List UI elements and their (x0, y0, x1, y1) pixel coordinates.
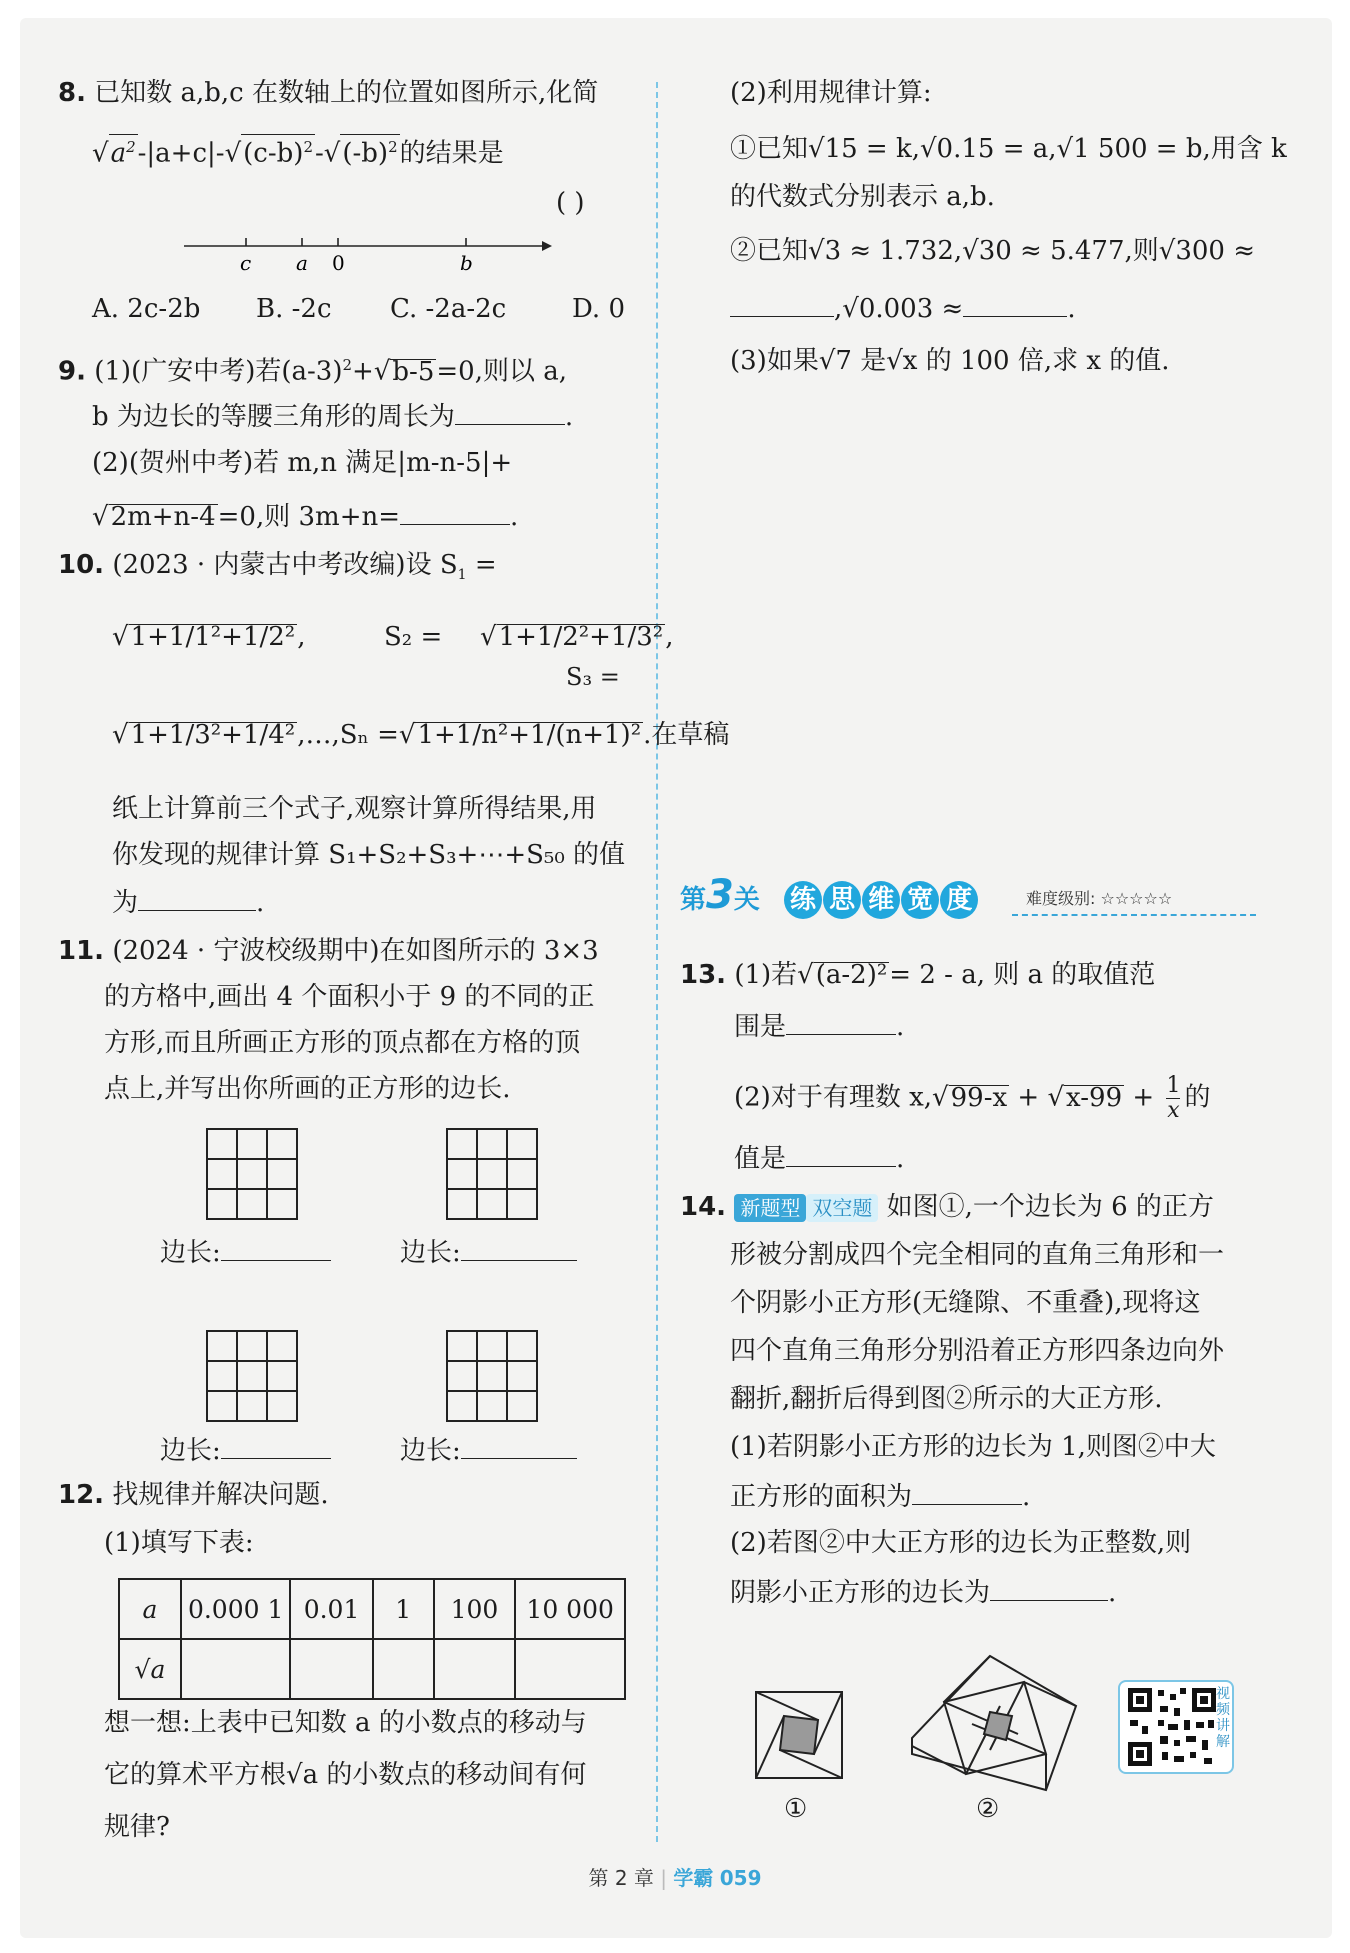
q14-blank-2[interactable] (990, 1574, 1108, 1601)
q14-line4: 四个直角三角形分别沿着正方形四条边向外 (730, 1336, 1225, 1366)
table-row (119, 1579, 625, 1639)
q12-part2: (2)利用规律计算: (730, 78, 932, 108)
table-cell: a (119, 1579, 181, 1639)
q8-choice-c: C. -2a-2c (390, 294, 507, 324)
q12-part3: (3)如果√7 是√x 的 100 倍,求 x 的值. (730, 346, 1170, 376)
q13-line4: 值是 . (734, 1140, 904, 1176)
q12-think-3: 规律? (104, 1812, 170, 1842)
footer-brand: 学霸 (673, 1866, 714, 1890)
q12-think-2: 它的算术平方根√a 的小数点的移动间有何 (104, 1760, 587, 1790)
axis-label-b: b (460, 251, 473, 275)
q8-line1 (58, 76, 598, 110)
q13-line2: 围是 . (734, 1008, 904, 1044)
q10-line5: 你发现的规律计算 S₁+S₂+S₃+⋯+S₅₀ 的值 (112, 840, 626, 870)
q11-side-blank-2[interactable] (461, 1234, 577, 1261)
q8-number: 8. (58, 78, 86, 108)
q14-line3: 个阴影小正方形(无缝隙、不重叠),现将这 (730, 1288, 1201, 1318)
q12-line1: 12. 找规律并解决问题. (58, 1480, 329, 1510)
axis-label-c: c (240, 251, 252, 275)
q12-part2-c2b: ,√0.003 ≈ . (730, 290, 1076, 326)
table-cell: 0.000 1 (181, 1579, 290, 1639)
q9-blank-2[interactable] (400, 498, 510, 525)
q10-blank[interactable] (138, 884, 256, 911)
qr-video-label: 视频讲解 (1216, 1686, 1230, 1750)
q9-line1: 9. (1)(广安中考)若$(a-3)^2+√b-5=0$,则以 a, (58, 356, 567, 387)
q8-choice-b: B. -2c (256, 294, 332, 324)
q11-line2: 的方格中,画出 4 个面积小于 9 的不同的正 (104, 982, 595, 1012)
q11-side-label-1: 边长: (160, 1234, 331, 1270)
stage-pill: 练 (784, 881, 822, 919)
q11-grid-1[interactable] (206, 1128, 300, 1222)
q11-line3: 方形,而且所画正方形的顶点都在方格的顶 (104, 1028, 581, 1058)
q10-s2-expr: √1+1/2²+1/3², (480, 622, 674, 652)
table-cell: 1 (373, 1579, 434, 1639)
q14-part2b: 阴影小正方形的边长为 . (730, 1574, 1116, 1610)
q9-line3: (2)(贺州中考)若 m,n 满足|m-n-5|+ (92, 448, 513, 478)
q11-side-label-3: 边长: (160, 1432, 331, 1468)
stage-pill: 宽 (901, 881, 939, 919)
table-cell: 0.01 (290, 1579, 372, 1639)
q14-line1: 14. 新题型 双空题 如图①,一个边长为 6 的正方 (680, 1192, 1214, 1222)
double-blank-badge: 双空题 (806, 1194, 878, 1222)
q14-blank-1[interactable] (912, 1478, 1022, 1505)
q14-figure-1 (752, 1688, 848, 1784)
q8-text: 已知数 a,b,c 在数轴上的位置如图所示,化简 (94, 78, 599, 108)
q11-side-label-4: 边长: (400, 1432, 577, 1468)
q11-line1: 11. (2024 · 宁波校级期中)在如图所示的 3×3 (58, 936, 599, 966)
q13-blank-1[interactable] (786, 1008, 896, 1035)
stage-pill: 度 (940, 881, 978, 919)
table-row (119, 1639, 625, 1699)
q10-s3-expr: √1+1/3²+1/4²,…,Sₙ =√1+1/n²+1/(n+1)².在草稿 (112, 720, 730, 750)
table-cell: 100 (434, 1579, 516, 1639)
q14-figure-2 (908, 1654, 1078, 1794)
stage-pill: 维 (862, 881, 900, 919)
q13-blank-2[interactable] (786, 1140, 896, 1167)
q14-part2a: (2)若图②中大正方形的边长为正整数,则 (730, 1528, 1192, 1558)
q8-choice-a: A. 2c-2b (92, 294, 201, 324)
q14-line2: 形被分割成四个完全相同的直角三角形和一 (730, 1240, 1225, 1270)
q10-s1-expr: √1+1/1²+1/2², (112, 622, 306, 652)
q9-blank-1[interactable] (455, 398, 565, 425)
q9-line4: √2m+n-4=0,则 3m+n= . (92, 498, 518, 534)
q10-line4: 纸上计算前三个式子,观察计算所得结果,用 (112, 794, 597, 824)
q12-part2-c1: ①已知√15 = k,√0.15 = a,√1 500 = b,用含 k (730, 134, 1287, 164)
q8-expression: $√a^2-|a+c|-√(c-b)^2-√(-b)^2$的结果是 (92, 134, 504, 171)
page-footer: 第 2 章 | 学霸 059 (588, 1866, 762, 1890)
table-cell: 10 000 (515, 1579, 625, 1639)
q11-side-label-2: 边长: (400, 1234, 577, 1270)
stage-dash-line (1012, 914, 1256, 916)
q14-part1b: 正方形的面积为 . (730, 1478, 1030, 1514)
q12-part1: (1)填写下表: (104, 1528, 254, 1558)
q14-part1a: (1)若阴影小正方形的边长为 1,则图②中大 (730, 1432, 1216, 1462)
axis-label-a: a (296, 251, 308, 275)
table-cell-blank[interactable] (434, 1639, 516, 1699)
q11-side-blank-1[interactable] (221, 1234, 331, 1261)
q11-side-blank-4[interactable] (461, 1432, 577, 1459)
q8-number-line (180, 230, 560, 276)
q10-s3-label: S₃ = (566, 663, 620, 691)
q12-blank-sqrt300[interactable] (730, 290, 834, 317)
q11-grid-3[interactable] (206, 1330, 300, 1424)
q12-blank-sqrt0003[interactable] (963, 290, 1067, 317)
new-type-badge: 新题型 (734, 1194, 806, 1222)
q12-table (118, 1578, 626, 1700)
q13-line1: 13. (1)若√(a-2)²= 2 - a, 则 a 的取值范 (680, 960, 1156, 990)
column-divider (656, 82, 658, 1842)
q10-line1: 10. (2023 · 内蒙古中考改编)设 $S_1$ = (58, 550, 497, 584)
q12-part2-c2: ②已知√3 ≈ 1.732,√30 ≈ 5.477,则√300 ≈ (730, 236, 1256, 266)
footer-page-number: 059 (719, 1866, 762, 1890)
table-cell: √a (119, 1639, 181, 1699)
footer-chapter: 第 2 章 (588, 1866, 654, 1890)
table-cell-blank[interactable] (290, 1639, 372, 1699)
q14-figure-1-label: ① (784, 1794, 808, 1824)
q8-choice-d: D. 0 (572, 294, 625, 324)
difficulty-label: 难度级别: ☆☆☆☆☆ (1026, 889, 1173, 908)
q11-grid-4[interactable] (446, 1330, 540, 1424)
q14-figure-2-label: ② (976, 1794, 1000, 1824)
stage-pill: 思 (823, 881, 861, 919)
q12-part2-c1b: 的代数式分别表示 a,b. (730, 182, 995, 212)
q11-side-blank-3[interactable] (221, 1432, 331, 1459)
q12-think-1: 想一想:上表中已知数 a 的小数点的移动与 (104, 1708, 587, 1738)
table-cell-blank[interactable] (515, 1639, 625, 1699)
q10-s2-label: S₂ = (384, 622, 443, 652)
q10-line6: 为 . (112, 884, 264, 920)
axis-label-0: 0 (332, 251, 345, 275)
q13-line3: (2)对于有理数 x,√99-x + √x-99 + $\frac{1}{x}$ 的 (734, 1073, 1211, 1123)
q11-line4: 点上,并写出你所画的正方形的边长. (104, 1074, 511, 1104)
q8-answer-paren: ( ) (556, 188, 585, 218)
table-cell-blank[interactable] (181, 1639, 290, 1699)
q11-grid-2[interactable] (446, 1128, 540, 1222)
q9-line2: b 为边长的等腰三角形的周长为 . (92, 398, 573, 434)
q14-line5: 翻折,翻折后得到图②所示的大正方形. (730, 1384, 1163, 1414)
table-cell-blank[interactable] (373, 1639, 434, 1699)
stage-header: 第3关 练 思 维 宽 度 (680, 872, 974, 919)
